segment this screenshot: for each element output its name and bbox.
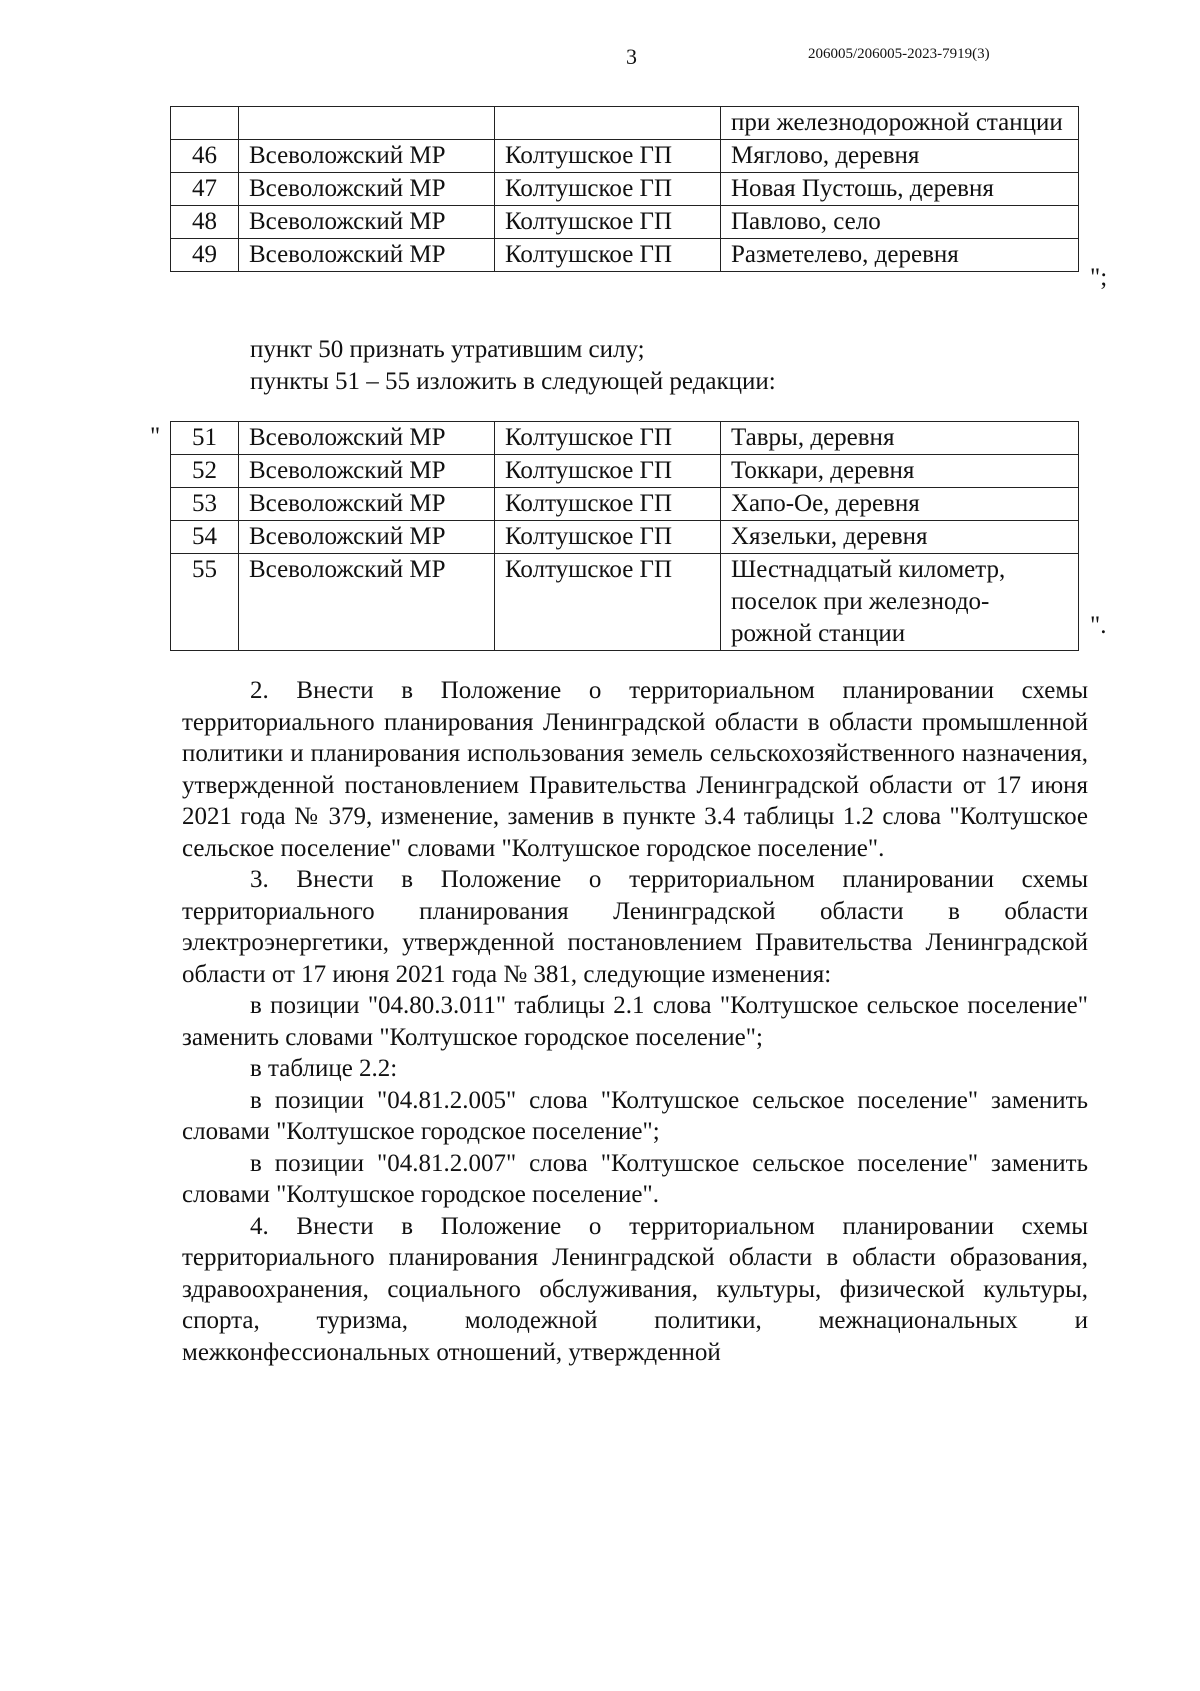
table-row xyxy=(171,422,1079,455)
row-number xyxy=(171,107,239,140)
district-cell: Всеволожский МР xyxy=(239,455,495,488)
district-cell xyxy=(239,107,495,140)
intro-line-1: пункт 50 признать утратившим силу; xyxy=(250,336,645,363)
paragraph-table-2-2: в таблице 2.2: xyxy=(250,1055,398,1082)
locality-cell: Хапо-Ое, деревня xyxy=(721,488,1079,521)
settlement-cell: Колтушское ГП xyxy=(495,521,721,554)
settlement-cell: Колтушское ГП xyxy=(495,455,721,488)
document-body xyxy=(182,675,1088,1368)
locality-cell: Павлово, село xyxy=(721,206,1079,239)
settlement-cell: Колтушское ГП xyxy=(495,173,721,206)
document-id: 206005/206005-2023-7919(3) xyxy=(808,46,990,62)
row-number: 47 xyxy=(171,173,239,206)
closing-quote-mark: "; xyxy=(1090,264,1108,291)
table-row xyxy=(171,206,1079,239)
settlement-cell xyxy=(495,107,721,140)
district-cell: Всеволожский МР xyxy=(239,554,495,651)
row-number: 52 xyxy=(171,455,239,488)
table-row xyxy=(171,107,1079,140)
opening-quote-mark: " xyxy=(150,423,161,450)
table-row xyxy=(171,455,1079,488)
intro-line-2: пункты 51 – 55 изложить в следующей редакции: xyxy=(250,368,776,395)
page-number: 3 xyxy=(626,44,637,69)
row-number: 51 xyxy=(171,422,239,455)
row-number: 54 xyxy=(171,521,239,554)
locality-cell: Хязельки, деревня xyxy=(721,521,1079,554)
paragraph-item-4: 4. Внести в Положение о территориальном планировании схемы территориального планирования Ленинградской области в области образования, здравоохранения, социального обслуживания, культуры, физической культуры, спорта, туризма, молодежной политики, межнациональных и межконфессиональных отношений, утвержденной xyxy=(182,1212,1088,1366)
table-row xyxy=(171,173,1079,206)
row-number: 49 xyxy=(171,239,239,272)
paragraph-item-3: 3. Внести в Положение о территориальном планировании схемы территориального планирования Ленинградской области в области электроэнергетики, утвержденной постановлением Правительства Ленинградской области от 17 июня 2021 года № 381, следующие изменения: xyxy=(182,866,1088,988)
table-row xyxy=(171,521,1079,554)
table-row xyxy=(171,554,1079,651)
locality-cell: Разметелево, деревня xyxy=(721,239,1079,272)
district-cell: Всеволожский МР xyxy=(239,173,495,206)
settlements-table-new xyxy=(170,421,1079,651)
row-number: 53 xyxy=(171,488,239,521)
locality-cell: Новая Пустошь, деревня xyxy=(721,173,1079,206)
locality-cell: Токкари, деревня xyxy=(721,455,1079,488)
settlement-cell: Колтушское ГП xyxy=(495,488,721,521)
district-cell: Всеволожский МР xyxy=(239,422,495,455)
row-number: 46 xyxy=(171,140,239,173)
settlement-cell: Колтушское ГП xyxy=(495,239,721,272)
row-number: 55 xyxy=(171,554,239,651)
settlement-cell: Колтушское ГП xyxy=(495,554,721,651)
settlement-cell: Колтушское ГП xyxy=(495,140,721,173)
table-row xyxy=(171,488,1079,521)
locality-cell: при железнодорожной станции xyxy=(721,107,1079,140)
closing-quote-mark: ". xyxy=(1090,612,1107,639)
settlement-cell: Колтушское ГП xyxy=(495,422,721,455)
paragraph-position-04-81-2-007: в позиции "04.81.2.007" слова "Колтушское сельское поселение" заменить словами "Колтушское городское поселение". xyxy=(182,1149,1088,1208)
locality-cell: Шестнадцатый километр, поселок при железнодо-рожной станции xyxy=(721,554,1079,651)
table-row xyxy=(171,140,1079,173)
locality-cell: Тавры, деревня xyxy=(721,422,1079,455)
row-number: 48 xyxy=(171,206,239,239)
table-row xyxy=(171,239,1079,272)
locality-cell: Мяглово, деревня xyxy=(721,140,1079,173)
district-cell: Всеволожский МР xyxy=(239,140,495,173)
paragraph-item-2: 2. Внести в Положение о территориальном планировании схемы территориального планирования Ленинградской области в области промышленной политики и планирования использования земель сельскохозяйственного назначения, утвержденной постановлением Правительства Ленинградской области от 17 июня 2021 года № 379, изменение, заменив в пункте 3.4 таблицы 1.2 слова "Колтушское сельское поселение" словами "Колтушское городское поселение". xyxy=(182,677,1088,862)
district-cell: Всеволожский МР xyxy=(239,206,495,239)
district-cell: Всеволожский МР xyxy=(239,239,495,272)
settlement-cell: Колтушское ГП xyxy=(495,206,721,239)
paragraph-position-04-80-3-011: в позиции "04.80.3.011" таблицы 2.1 слова "Колтушское сельское поселение" заменить словами "Колтушское городское поселение"; xyxy=(182,992,1088,1051)
paragraph-position-04-81-2-005: в позиции "04.81.2.005" слова "Колтушское сельское поселение" заменить словами "Колтушское городское поселение"; xyxy=(182,1086,1088,1145)
district-cell: Всеволожский МР xyxy=(239,521,495,554)
settlements-table-continued xyxy=(170,106,1079,272)
district-cell: Всеволожский МР xyxy=(239,488,495,521)
